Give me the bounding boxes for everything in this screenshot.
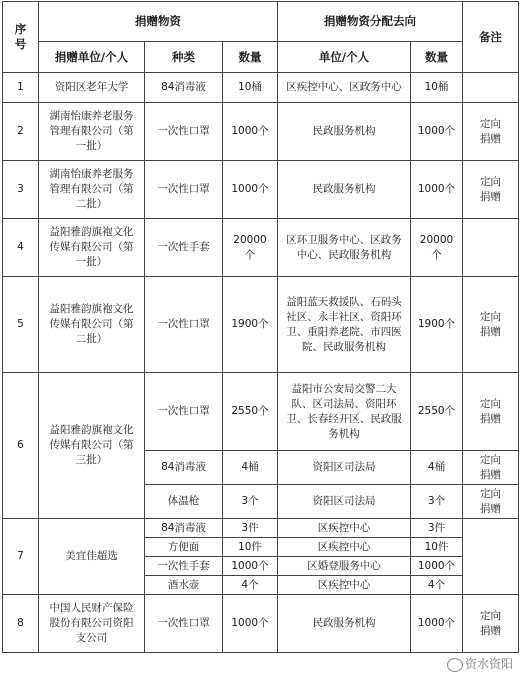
watermark-text: 资水资阳 xyxy=(464,657,513,671)
donor-cell: 益阳雅韵旗袍文化传媒有限公司（第三批） xyxy=(39,373,145,519)
table-row xyxy=(3,161,519,219)
quantity-cell: 3个 xyxy=(223,485,278,519)
category-cell: 一次性手套 xyxy=(145,219,223,277)
donor-cell: 益阳雅韵旗袍文化传媒有限公司（第一批） xyxy=(39,219,145,277)
dist-quantity-cell: 1000个 xyxy=(411,161,463,219)
category-cell: 酒水壶 xyxy=(145,576,223,595)
dist-quantity-cell: 4个 xyxy=(411,576,463,595)
donation-table xyxy=(2,1,519,653)
recipient-cell: 益阳蓝天救援队、石码头社区、永丰社区、资阳环卫、重阳养老院、市四医院、民政服务机构 xyxy=(278,277,411,373)
header-recipient: 单位/个人 xyxy=(278,42,411,73)
serial-cell: 5 xyxy=(3,277,39,373)
serial-cell: 7 xyxy=(3,519,39,595)
remark-cell: 定向捐赠 xyxy=(463,595,519,653)
donor-cell: 资阳区老年大学 xyxy=(39,73,145,103)
quantity-cell: 10桶 xyxy=(223,73,278,103)
dist-quantity-cell: 10件 xyxy=(411,538,463,557)
category-cell: 一次性手套 xyxy=(145,557,223,576)
category-cell: 一次性口罩 xyxy=(145,277,223,373)
recipient-cell: 区疾控中心、区政务中心 xyxy=(278,73,411,103)
table-row xyxy=(3,595,519,653)
dist-quantity-cell: 2550个 xyxy=(411,373,463,451)
dist-quantity-cell: 1000个 xyxy=(411,103,463,161)
quantity-cell: 20000个 xyxy=(223,219,278,277)
dist-quantity-cell: 10桶 xyxy=(411,73,463,103)
recipient-cell: 区环卫服务中心、区政务中心、民政服务机构 xyxy=(278,219,411,277)
table-row xyxy=(3,373,519,451)
dist-quantity-cell: 3个 xyxy=(411,485,463,519)
header-dist-quantity: 数量 xyxy=(411,42,463,73)
recipient-cell: 区婚登服务中心 xyxy=(278,557,411,576)
serial-cell: 4 xyxy=(3,219,39,277)
recipient-cell: 民政服务机构 xyxy=(278,161,411,219)
category-cell: 一次性口罩 xyxy=(145,161,223,219)
dist-quantity-cell: 1900个 xyxy=(411,277,463,373)
remark-cell: 定向捐赠 xyxy=(463,373,519,451)
category-cell: 84消毒液 xyxy=(145,451,223,485)
category-cell: 一次性口罩 xyxy=(145,373,223,451)
quantity-cell: 4桶 xyxy=(223,451,278,485)
dist-quantity-cell: 1000个 xyxy=(411,595,463,653)
header-distribution: 捐赠物资分配去向 xyxy=(278,2,463,42)
header-donated-goods: 捐赠物资 xyxy=(39,2,278,42)
quantity-cell: 1000个 xyxy=(223,161,278,219)
category-cell: 84消毒液 xyxy=(145,519,223,538)
quantity-cell: 3件 xyxy=(223,519,278,538)
header-donor: 捐赠单位/个人 xyxy=(39,42,145,73)
header-row-2 xyxy=(3,42,519,73)
remark-cell: 定向捐赠 xyxy=(463,485,519,519)
recipient-cell: 区疾控中心 xyxy=(278,538,411,557)
recipient-cell: 区疾控中心 xyxy=(278,519,411,538)
recipient-cell: 民政服务机构 xyxy=(278,103,411,161)
serial-cell: 2 xyxy=(3,103,39,161)
category-cell: 84消毒液 xyxy=(145,73,223,103)
dist-quantity-cell: 3件 xyxy=(411,519,463,538)
remark-cell: 定向捐赠 xyxy=(463,103,519,161)
table-row xyxy=(3,219,519,277)
serial-cell: 1 xyxy=(3,73,39,103)
dist-quantity-cell: 20000个 xyxy=(411,219,463,277)
remark-cell: 定向捐赠 xyxy=(463,161,519,219)
remark-cell xyxy=(463,519,519,595)
remark-cell xyxy=(463,73,519,103)
dist-quantity-cell: 1000个 xyxy=(411,557,463,576)
category-cell: 一次性口罩 xyxy=(145,103,223,161)
quantity-cell: 1000个 xyxy=(223,103,278,161)
remark-cell: 定向捐赠 xyxy=(463,277,519,373)
donor-cell: 湖南怡康养老服务管理有限公司（第一批） xyxy=(39,103,145,161)
serial-cell: 6 xyxy=(3,373,39,519)
header-quantity: 数量 xyxy=(223,42,278,73)
recipient-cell: 民政服务机构 xyxy=(278,595,411,653)
donor-cell: 美宜佳超选 xyxy=(39,519,145,595)
recipient-cell: 益阳市公安局交警二大队、区司法局、资阳环卫、长春经开区、民政服务机构 xyxy=(278,373,411,451)
recipient-cell: 资阳区司法局 xyxy=(278,451,411,485)
quantity-cell: 10件 xyxy=(223,538,278,557)
quantity-cell: 1000个 xyxy=(223,595,278,653)
watermark xyxy=(444,654,516,673)
quantity-cell: 1900个 xyxy=(223,277,278,373)
table-row xyxy=(3,103,519,161)
header-remarks: 备注 xyxy=(463,2,519,73)
recipient-cell: 资阳区司法局 xyxy=(278,485,411,519)
remark-cell xyxy=(463,219,519,277)
header-serial: 序号 xyxy=(3,2,39,73)
quantity-cell: 2550个 xyxy=(223,373,278,451)
category-cell: 方便面 xyxy=(145,538,223,557)
table-row xyxy=(3,277,519,373)
remark-cell: 定向捐赠 xyxy=(463,451,519,485)
table-row xyxy=(3,73,519,103)
donor-cell: 益阳雅韵旗袍文化传媒有限公司（第二批） xyxy=(39,277,145,373)
header-row-1 xyxy=(3,2,519,42)
dist-quantity-cell: 4桶 xyxy=(411,451,463,485)
table-row xyxy=(3,519,519,538)
wechat-logo-icon xyxy=(447,658,463,672)
quantity-cell: 1000个 xyxy=(223,557,278,576)
donor-cell: 中国人民财产保险股份有限公司资阳支公司 xyxy=(39,595,145,653)
category-cell: 一次性口罩 xyxy=(145,595,223,653)
quantity-cell: 4个 xyxy=(223,576,278,595)
donor-cell: 湖南怡康养老服务管理有限公司（第二批） xyxy=(39,161,145,219)
serial-cell: 8 xyxy=(3,595,39,653)
recipient-cell: 区疾控中心 xyxy=(278,576,411,595)
header-category: 种类 xyxy=(145,42,223,73)
serial-cell: 3 xyxy=(3,161,39,219)
category-cell: 体温枪 xyxy=(145,485,223,519)
